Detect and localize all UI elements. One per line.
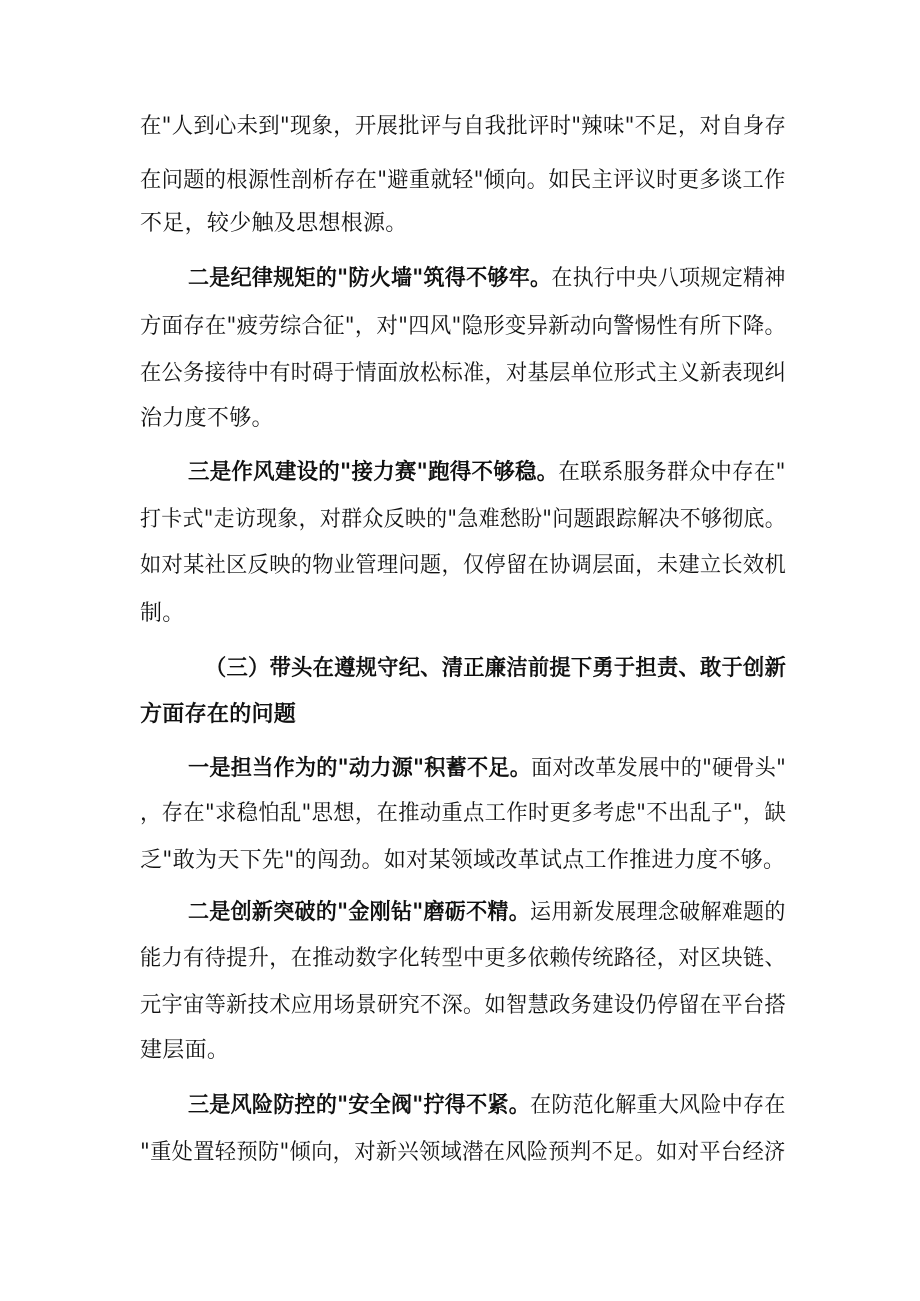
text-run: 打卡式"走访现象，对群众反映的"急难愁盼"问题跟踪解决不够彻底。 [140,507,786,532]
bold-heading-run: 一是担当作为的"动力源"积蓄不足。 [188,755,532,781]
text-run: "重处置轻预防"倾向，对新兴领域潜在风险预判不足。如对平台经济 [140,1140,786,1165]
text-line [140,313,786,341]
text-run: 在问题的根源性剖析存在"避重就轻"倾向。如民主评议时更多谈工作 [140,168,786,193]
text-line [140,552,786,580]
bold-heading-run: 二是创新突破的"金刚钻"磨砺不精。 [188,899,531,925]
text-run: 在联系服务群众中存在" [558,460,786,485]
text-line [140,506,786,534]
text-run: 在防范化解重大风险中存在 [530,1093,786,1118]
text-run: 乏"敢为天下先"的闯劲。如对某领域改革试点工作推进力度不够。 [140,848,786,873]
bold-heading-run: （三）带头在遵规守纪、清正廉洁前提下勇于担责、敢于创新 [205,655,787,681]
text-run: 制。 [140,601,185,626]
text-line [205,654,786,683]
text-line [188,1091,786,1120]
text-run: 方面存在"疲劳综合征"，对"四风"隐形变异新动向警惕性有所下降。 [140,314,787,339]
text-line [140,405,274,433]
text-line [140,945,786,973]
text-line [140,847,785,875]
text-line [188,754,786,783]
text-run: 在"人到心未到"现象，开展批评与自我批评时"辣味"不足，对自身存 [140,114,787,139]
text-line [140,800,786,828]
text-run: 治力度不够。 [140,406,274,431]
text-run: 如对某社区反映的物业管理问题，仅停留在协调层面，未建立长效机 [140,553,787,578]
text-line [140,992,786,1020]
text-run: 能力有待提升，在推动数字化转型中更多依赖传统路径，对区块链、 [140,946,787,971]
text-run: 元宇宙等新技术应用场景研究不深。如智慧政务建设仍停留在平台搭 [140,993,787,1018]
text-run: 不足，较少触及思想根源。 [140,211,408,236]
text-line [140,1037,229,1065]
bold-heading-run: 方面存在的问题 [140,701,297,727]
bold-heading-run: 二是纪律规矩的"防火墙"筑得不够牢。 [188,265,552,291]
text-line [140,360,786,388]
text-run: 在公务接待中有时碍于情面放松标准，对基层单位形式主义新表现纠 [140,361,787,386]
bold-heading-run: 三是作风建设的"接力赛"跑得不够稳。 [188,459,559,485]
text-line [140,210,408,238]
bold-heading-run: 三是风险防控的"安全阀"拧得不紧。 [188,1092,531,1118]
text-run: 运用新发展理念破解难题的 [530,900,786,925]
text-line [140,167,786,195]
text-line [188,898,786,927]
text-run: ，存在"求稳怕乱"思想，在推动重点工作时更多考虑"不出乱子"，缺 [140,801,787,826]
text-line [188,264,786,293]
text-line [140,700,296,729]
text-run: 建层面。 [140,1038,230,1063]
text-line [140,1139,786,1167]
text-line [140,113,786,141]
text-line [140,600,185,628]
text-run: 在执行中央八项规定精神 [551,266,786,291]
text-run: 面对改革发展中的"硬骨头" [531,756,787,781]
text-line [188,458,786,487]
